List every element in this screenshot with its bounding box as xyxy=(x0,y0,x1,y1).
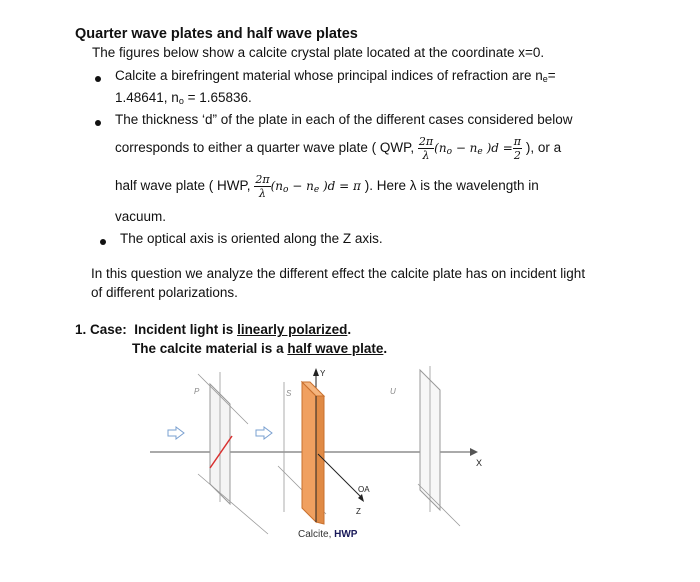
frac-den-2: 2 xyxy=(513,149,521,162)
eq-sub-o: o xyxy=(446,147,452,157)
bullet2-line3 xyxy=(115,174,539,199)
incident-light-arrow xyxy=(168,427,184,439)
case-line1 xyxy=(75,322,351,337)
eq-part: (n xyxy=(434,141,447,155)
hwp-equation xyxy=(254,173,364,200)
plate-front xyxy=(316,396,324,524)
z-axis xyxy=(318,454,362,498)
hwp-minus: − n xyxy=(288,179,314,193)
label-z: Z xyxy=(356,507,361,516)
figure-caption xyxy=(298,529,358,540)
case-line2 xyxy=(132,341,387,356)
bullet1-no-value: = 1.65836. xyxy=(183,90,252,105)
qwp-equation xyxy=(418,135,526,162)
x-axis-arrowhead xyxy=(470,448,478,456)
calcite-plate xyxy=(302,382,324,524)
qwp-text-post: ), or a xyxy=(525,140,562,155)
bullet1-line2 xyxy=(115,90,252,106)
bullet-dot-1 xyxy=(95,76,101,82)
bullet1-ne-value: 1.48641, n xyxy=(115,90,179,105)
section-title: Quarter wave plates and half wave plates xyxy=(75,26,358,42)
case-line1-post: . xyxy=(347,322,352,337)
eq-d: )d = xyxy=(482,141,513,155)
label-s: S xyxy=(286,389,292,398)
bullet2-line2 xyxy=(115,136,561,161)
bullet3-text: The optical axis is oriented along the Z axis. xyxy=(120,231,383,246)
qwp-text: corresponds to either a quarter wave plate ( QWP, xyxy=(115,140,415,155)
frac-num-hwp: 2π xyxy=(255,173,270,186)
bullet-dot-3 xyxy=(100,239,106,245)
hwp-text-post: ). Here λ is the wavelength in xyxy=(364,178,539,193)
frac-den: λ xyxy=(422,149,430,162)
frac-den-hwp: λ xyxy=(258,187,266,200)
hwp-d-pi: )d = π xyxy=(319,179,361,193)
label-p: P xyxy=(194,387,200,396)
label-oa: OA xyxy=(358,485,370,494)
case-line1-pre: Incident light is xyxy=(134,322,238,337)
y-axis-arrowhead xyxy=(313,368,319,376)
case-line2-underlined: half wave plate xyxy=(287,341,384,356)
plate-side xyxy=(302,382,316,522)
label-y: Y xyxy=(320,369,326,378)
caption-pre: Calcite, xyxy=(298,529,335,540)
case-line2-pre: The calcite material is a xyxy=(132,341,288,356)
question-line2: of different polarizations. xyxy=(91,285,238,300)
intro-text: The figures below show a calcite crystal plate located at the coordinate x=0. xyxy=(92,45,545,60)
eq-minus: − n xyxy=(452,141,478,155)
hwp-sub-e: e xyxy=(313,185,320,195)
hwp-eq-part: (n xyxy=(270,179,283,193)
label-u: U xyxy=(390,387,396,396)
eq-sub-e: e xyxy=(477,147,483,157)
polarizer-p xyxy=(194,372,268,534)
bullet1-line1 xyxy=(115,68,627,84)
hwp-text: half wave plate ( HWP, xyxy=(115,178,251,193)
sub-e: e xyxy=(542,74,548,84)
bullet-dot-2 xyxy=(95,120,101,126)
bullet1-text: Calcite a birefringent material whose principal indices of refraction are n xyxy=(115,68,543,83)
case-line1-underlined: linearly polarized xyxy=(237,322,348,337)
hwp-sub-o: o xyxy=(282,185,289,195)
frac-num: 2π xyxy=(418,135,434,148)
sub-o: o xyxy=(178,96,184,106)
caption-hwp: HWP xyxy=(334,529,358,540)
bullet2-line1: The thickness ‘d” of the plate in each of the different cases considered below xyxy=(115,112,573,127)
case-line2-post: . xyxy=(383,341,388,356)
label-x: X xyxy=(476,458,483,468)
bullet2-line4: vacuum. xyxy=(115,209,167,224)
question-line1: In this question we analyze the different effect the calcite plate has on incident light xyxy=(91,266,586,281)
bullet1-eq: = xyxy=(547,68,556,83)
frac-num-pi: π xyxy=(513,135,522,148)
hwp-figure xyxy=(150,362,510,542)
transmitted-arrow xyxy=(256,427,272,439)
plane-u xyxy=(390,366,460,526)
case-label: 1. Case: xyxy=(75,322,127,337)
